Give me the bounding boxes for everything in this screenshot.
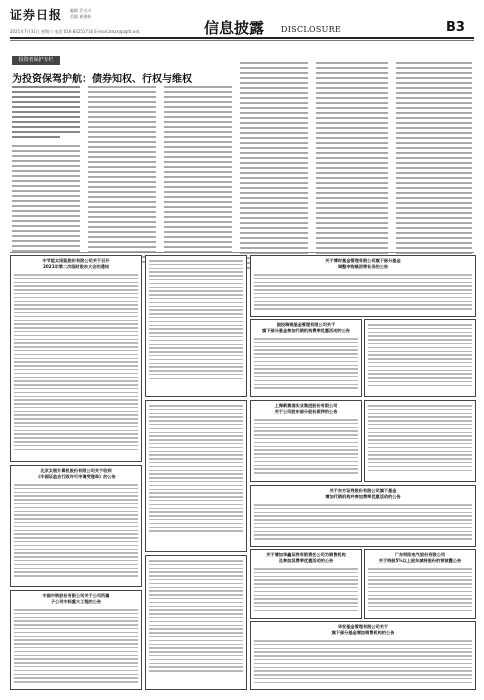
editor-credits xyxy=(70,8,91,20)
page-number: B3 xyxy=(446,20,465,35)
announcements-area xyxy=(10,255,474,690)
announcement-6 xyxy=(10,465,142,587)
announcement-title: 中节能太阳能股份有限公司关于召开 xyxy=(42,258,110,263)
announcement-body xyxy=(254,640,472,686)
article-column-6 xyxy=(396,62,472,272)
announcement-body xyxy=(149,405,243,534)
article-column-2 xyxy=(88,86,156,271)
announcement-body xyxy=(368,568,472,614)
announcement-2-right xyxy=(364,319,476,397)
announcement-body xyxy=(254,504,472,542)
announcement-body xyxy=(254,568,358,614)
announcement-3-right xyxy=(364,400,476,482)
announcement-title: 华安基金管理有限公司关于 xyxy=(337,624,389,629)
announcement-1 xyxy=(250,255,476,317)
announcement-title: 旗下部分基金增加销售机构的公告 xyxy=(331,630,395,635)
masthead-rule xyxy=(10,37,474,39)
announcement-title: 《中国证监会行政许可申请受理单》的公告 xyxy=(36,474,116,479)
article-column-5 xyxy=(316,62,388,272)
article-bottom-rule xyxy=(10,252,474,253)
announcement-8 xyxy=(10,590,142,690)
announcement-7 xyxy=(364,549,476,619)
announcement-title: 关于东方证券股份有限公司旗下基金 xyxy=(329,488,397,493)
section-english-title: DISCLOSURE xyxy=(281,25,342,34)
announcement-title: 旗下部分基金参加代销机构费率优惠活动的公告 xyxy=(262,328,350,333)
announcement-9 xyxy=(250,621,476,690)
announcement-body xyxy=(368,324,472,389)
announcement-body xyxy=(14,484,138,579)
announcement-title: 关于博时基金管理有限公司旗下部分基金 xyxy=(325,258,401,263)
announcement-2 xyxy=(250,319,362,397)
announcement-title: 子公司中标重大工程的公告 xyxy=(50,599,102,604)
announcement-title: 关于持股5%以上股东减持股份的预披露公告 xyxy=(378,558,462,563)
announcement-body xyxy=(368,405,472,473)
announcement-title: 及参加其费率优惠活动的公告 xyxy=(278,558,334,563)
article-column-3 xyxy=(164,86,232,271)
announcement-body xyxy=(14,274,138,452)
announcement-title: 2021年第二次临时股东大会的通知 xyxy=(42,264,110,269)
announcement-4 xyxy=(250,485,476,547)
article-column-1 xyxy=(12,86,80,280)
announcement-body xyxy=(254,274,472,312)
announcement-title: 关于增加华鑫证券有限责任公司为销售机构 xyxy=(266,552,346,557)
announcement-body xyxy=(254,338,358,391)
announcement-title: 上海新黄浦实业集团股份有限公司 xyxy=(274,403,338,408)
announcement-7-left xyxy=(145,555,247,690)
column-tag: 投资者保护专栏 xyxy=(12,56,60,65)
issue-meta: 2021年7月31日 星期六 电话 010-83251716 E-mail:zmzx@zqrb.net xyxy=(10,29,140,34)
announcement-title: 增加代销机构并参加费率优惠活动的公告 xyxy=(325,494,401,499)
section-title: 信息披露 xyxy=(204,19,265,37)
masthead-rule-thin xyxy=(10,40,474,41)
announcement-title: 调整申购赎回等业务的公告 xyxy=(337,264,389,269)
announcement-title: 国投瑞银基金管理有限公司关于 xyxy=(276,322,336,327)
masthead xyxy=(0,0,484,36)
designer-line: 美编 崔建岐 xyxy=(70,14,92,19)
article-headline: 为投资保驾护航：债券知权、行权与维权 xyxy=(12,74,192,85)
announcement-title: 北京太极计算机股份有限公司关于收到 xyxy=(40,468,112,473)
announcement-0 xyxy=(10,255,142,462)
announcement-3 xyxy=(250,400,362,482)
announcement-title: 关于公司股东部分股份质押的公告 xyxy=(274,409,338,414)
announcement-title: 广东明阳电气股份有限公司 xyxy=(394,552,446,557)
announcement-5 xyxy=(250,549,362,619)
announcement-body xyxy=(149,260,243,382)
announcement-1-left xyxy=(145,255,247,397)
announcement-title: 中国中铁股份有限公司关于公司所属 xyxy=(42,593,110,598)
newspaper-logo: 证券日报 xyxy=(10,8,63,22)
announcement-body xyxy=(149,560,243,674)
announcement-body xyxy=(254,419,358,476)
announcement-4-left xyxy=(145,400,247,552)
editor-line: 编辑 乔川川 xyxy=(70,8,92,13)
article-column-4 xyxy=(240,62,308,272)
announcement-body xyxy=(14,609,138,685)
